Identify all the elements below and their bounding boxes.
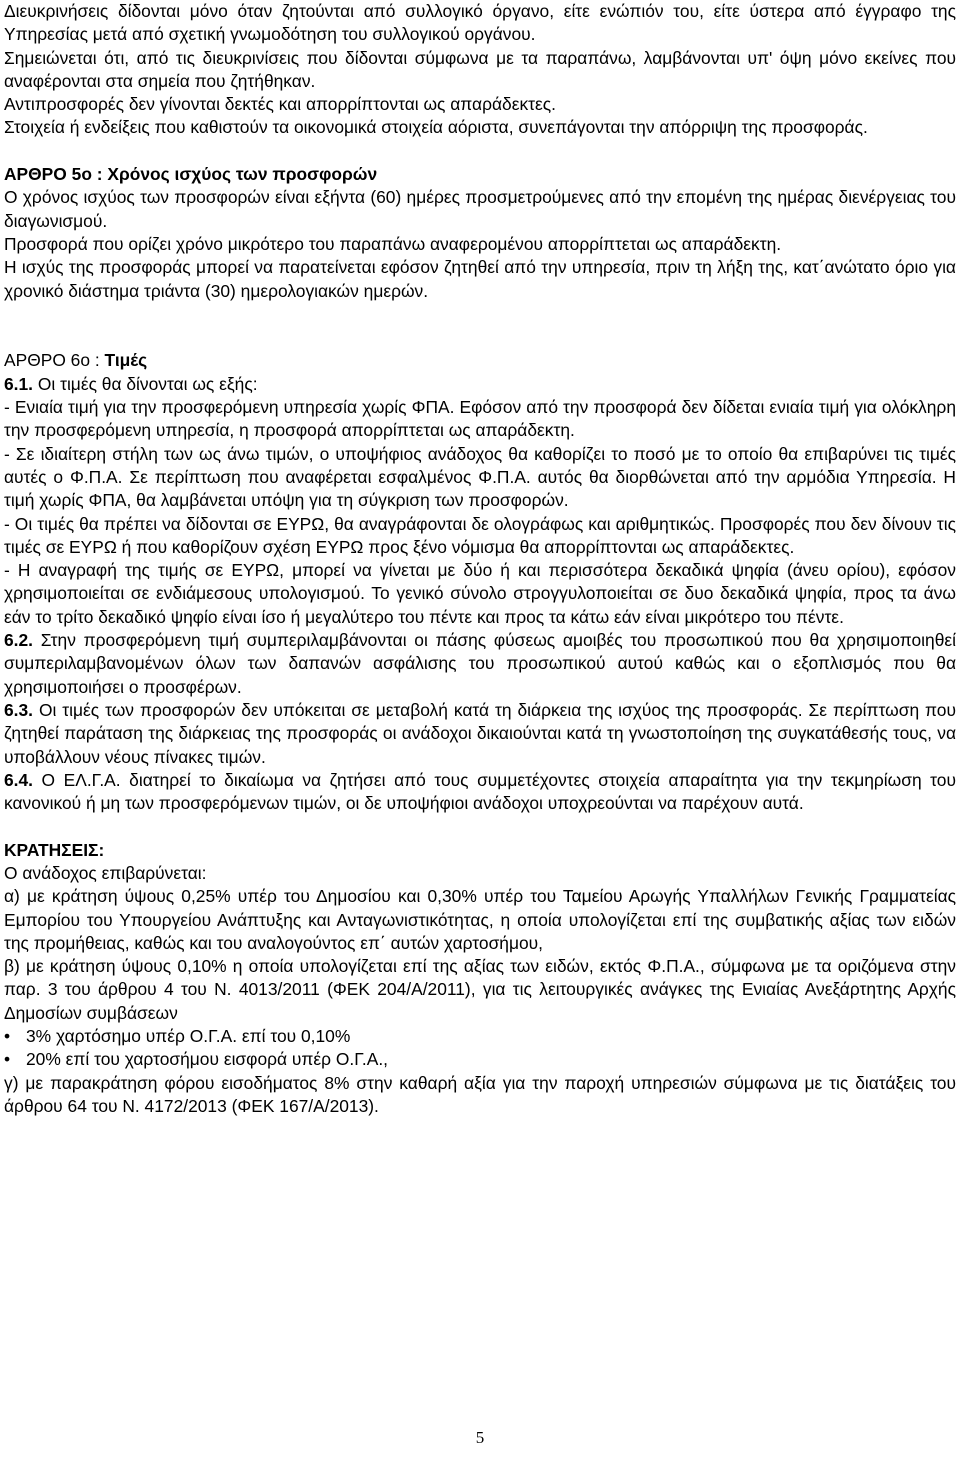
spacer bbox=[4, 140, 956, 163]
bullet-text: 20% επί του χαρτοσήμου εισφορά υπέρ Ο.Γ.Α., bbox=[26, 1049, 389, 1070]
article-5-validity-paragraph: Ο χρόνος ισχύος των προσφορών είναι εξήντα (60) ημέρες προσμετρούμενες από την επομένη της ημέρας διενέργειας του διαγωνισμού. bbox=[4, 187, 956, 231]
section-6-2-number: 6.2. bbox=[4, 630, 34, 651]
section-6-1-item-a: - Ενιαία τιμή για την προσφερόμενη υπηρεσία χωρίς ΦΠΑ. Εφόσον από την προσφορά δεν δίδεται ενιαία τιμή για ολόκληρη την προσφερόμενη υπηρεσία, η προσφορά απορρίπτεται ως απαράδεκτη. bbox=[4, 397, 956, 441]
vague-data-paragraph: Στοιχεία ή ενδείξεις που καθιστούν τα οικονομικά στοιχεία αόριστα, συνεπάγονται την απόρριψη της προσφοράς. bbox=[4, 117, 868, 138]
section-6-1-number: 6.1. bbox=[4, 373, 34, 394]
bullet-icon: • bbox=[4, 1026, 11, 1047]
section-6-4 bbox=[4, 769, 956, 816]
page-number: 5 bbox=[475, 1428, 485, 1447]
article-6-heading-prefix: ΑΡΘΡΟ 6ο : bbox=[4, 350, 105, 371]
section-6-4-text: Ο ΕΛ.Γ.Α. διατηρεί το δικαίωμα να ζητήσει από τους συμμετέχοντες στοιχεία απαραίτητα για την τεκμηρίωση του κανονικού ή μη των προσφερόμενων τιμών, οι δε υποψήφιοι ανάδοχοι υποχρεούνται να παρέχουν αυτά. bbox=[4, 769, 956, 814]
bullet-list-item bbox=[4, 1025, 956, 1048]
deductions-heading: ΚΡΑΤΗΣΕΙΣ: bbox=[4, 839, 105, 860]
clarification-paragraph: Διευκρινήσεις δίδονται μόνο όταν ζητούνται από συλλογικό όργανο, είτε ενώπιόν του, είτε ύστερα από έγγραφο της Υπηρεσίας μετά από σχετική γνωμοδότηση του συλλογικού οργάνου. bbox=[4, 1, 956, 45]
section-6-1-item-c: - Οι τιμές θα πρέπει να δίδονται σε ΕΥΡΩ, θα αναγράφονται δε ολογράφως και αριθμητικώς. Προσφορές που δεν δίνουν τις τιμές σε ΕΥΡΩ ή που καθορίζουν σχέση ΕΥΡΩ προς ξένο νόμισμα θα απορρίπτονται ως απαράδεκτες. bbox=[4, 513, 956, 557]
deduction-item-c: γ) με παρακράτηση φόρου εισοδήματος 8% στην καθαρή αξία για την παροχή υπηρεσιών σύμφωνα με τις διατάξεις του άρθρου 64 του Ν. 4172/2013 (ΦΕΚ 167/Α/2013). bbox=[4, 1072, 956, 1116]
deductions-intro: Ο ανάδοχος επιβαρύνεται: bbox=[4, 862, 207, 883]
section-6-3-number: 6.3. bbox=[4, 699, 34, 720]
article-5-heading: ΑΡΘΡΟ 5ο : Χρόνος ισχύος των προσφορών bbox=[4, 164, 378, 185]
section-6-2 bbox=[4, 629, 956, 699]
article-5-extension-paragraph: Η ισχύς της προσφοράς μπορεί να παρατείνεται εφόσον ζητηθεί από την υπηρεσία, πριν τη λήξη της, κατ΄ανώτατο όριο για χρονικό διάστημα τριάντα (30) ημερολογιακών ημερών. bbox=[4, 257, 956, 301]
deduction-item-b: β) με κράτηση ύψους 0,10% η οποία υπολογίζεται επί της αξίας των ειδών, εκτός Φ.Π.Α., σύμφωνα με τα οριζόμενα στην παρ. 3 του άρθρου 4 του Ν. 4013/2011 (ΦΕΚ 204/Α/2011), για τις λειτουργικές ανάγκες της Ενιαίας Ανεξάρτητης Αρχής Δημοσίων συμβάσεων bbox=[4, 956, 956, 1023]
article-6-heading bbox=[4, 349, 956, 372]
bullet-list-item bbox=[4, 1048, 956, 1071]
section-6-2-text: Στην προσφερόμενη τιμή συμπεριλαμβάνονται οι πάσης φύσεως αμοιβές του προσωπικού που θα χρησιμοποιηθεί συμπεριλαμβανομένων όλων των δαπανών ασφάλισης του προσωπικού αυτού καθώς και ο εξοπλισμός που θα χρησιμοποιήσει ο προσφέρων. bbox=[4, 630, 956, 697]
deduction-item-a: α) με κράτηση ύψους 0,25% υπέρ του Δημοσίου και 0,30% υπέρ του Ταμείου Αρωγής Υπαλλήλων Γενικής Γραμματείας Εμπορίου του Υπουργείου Ανάπτυξης και Ανταγωνιστικότητας, η οποία υπολογίζεται επί της συμβατικής αξίας των ειδών της προμήθειας, καθώς και του αναλογούντος επ΄ αυτών χαρτοσήμου, bbox=[4, 886, 956, 953]
section-6-3 bbox=[4, 699, 956, 769]
spacer bbox=[4, 815, 956, 838]
counter-offers-paragraph: Αντιπροσφορές δεν γίνονται δεκτές και απορρίπτονται ως απαράδεκτες. bbox=[4, 94, 557, 115]
section-6-1-text: Οι τιμές θα δίνονται ως εξής: bbox=[33, 373, 258, 394]
section-6-1-item-b: - Σε ιδιαίτερη στήλη των ως άνω τιμών, ο υποψήφιος ανάδοχος θα καθορίζει το ποσό με το οποίο θα επιβαρύνει τις τιμές αυτές ο Φ.Π.Α. Σε περίπτωση που αναφέρεται εσφαλμένος Φ.Π.Α. αυτός θα διορθώνεται από την αρμόδια Υπηρεσία. Η τιμή χωρίς ΦΠΑ, θα λαμβάνεται υπόψη για τη σύγκριση των προσφορών. bbox=[4, 443, 956, 511]
clarification-scope-paragraph: Σημειώνεται ότι, από τις διευκρινίσεις που δίδονται σύμφωνα με τα παραπάνω, λαμβάνονται υπ' όψη μόνο εκείνες που αναφέρονται στα σημεία που ζητήθηκαν. bbox=[4, 47, 956, 91]
section-6-1 bbox=[4, 373, 956, 396]
article-5-shorter-paragraph: Προσφορά που ορίζει χρόνο μικρότερο του παραπάνω αναφερομένου απορρίπτεται ως απαράδεκτη. bbox=[4, 233, 782, 254]
spacer bbox=[4, 303, 956, 350]
bullet-icon: • bbox=[4, 1049, 11, 1070]
document-page bbox=[4, 0, 956, 1118]
section-6-1-item-d: - Η αναγραφή της τιμής σε ΕΥΡΩ, μπορεί να γίνεται με δύο ή και περισσότερα δεκαδικά ψηφία (άνευ ορίου), εφόσον χρησιμοποιείται σε ενδιάμεσους υπολογισμού. Το γενικό σύνολο στρογγυλοποιείται σε δυο δεκαδικά ψηφία, προς τα άνω εάν το τρίτο δεκαδικό ψηφίο είναι ίσο ή μεγαλύτερο του πέντε και προς τα κάτω εάν είναι μικρότερο του πέντε. bbox=[4, 560, 956, 627]
article-6-heading-title: Τιμές bbox=[104, 350, 148, 371]
section-6-4-number: 6.4. bbox=[4, 769, 34, 790]
section-6-3-text: Οι τιμές των προσφορών δεν υπόκειται σε μεταβολή κατά τη διάρκεια της ισχύος της προσφοράς. Σε περίπτωση που ζητηθεί παράταση της διάρκειας της προσφοράς οι ανάδοχοι δικαιούνται κατά τη γνωστοποίηση της συγκατάθεσής τους, να υποβάλλουν νέους πίνακες τιμών. bbox=[4, 699, 956, 767]
bullet-text: 3% χαρτόσημο υπέρ Ο.Γ.Α. επί του 0,10% bbox=[26, 1026, 351, 1047]
